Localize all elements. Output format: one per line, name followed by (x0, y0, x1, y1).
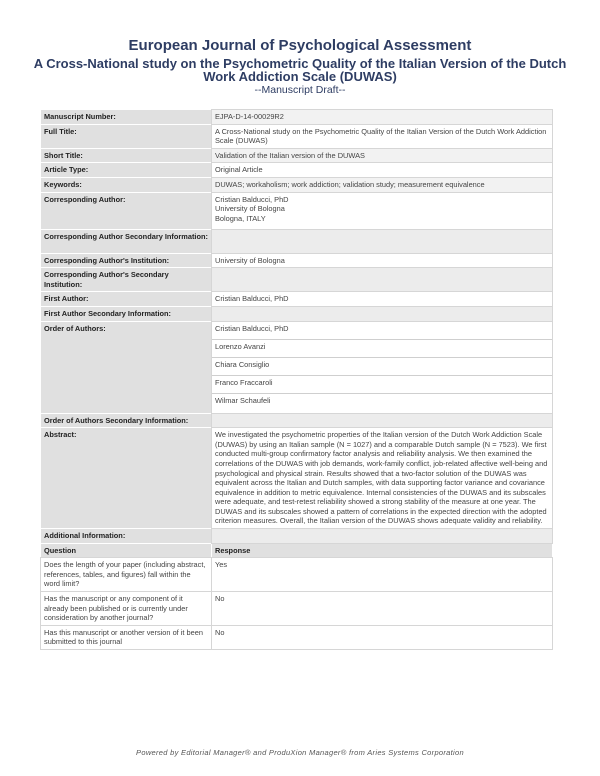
corresponding-author-value (212, 193, 552, 229)
short-title-value: Validation of the Italian version of the DUWAS (212, 149, 552, 163)
manuscript-number-label: Manuscript Number: (41, 110, 211, 124)
corresponding-author-name: Cristian Balducci, PhD (215, 194, 289, 204)
row-corresponding-author (41, 193, 552, 229)
ca-secondary-institution-value (212, 268, 552, 291)
row-order-of-authors (41, 322, 552, 413)
response-text: No (212, 592, 552, 625)
row-ca-secondary-institution (41, 268, 552, 291)
author-item: Franco Fraccaroli (212, 376, 552, 394)
draft-label: --Manuscript Draft-- (254, 84, 346, 96)
row-ca-institution (41, 254, 552, 268)
corresponding-author-affiliation: University of Bologna (215, 204, 285, 214)
row-qa-header (41, 544, 552, 558)
author-item: Chiara Consiglio (212, 358, 552, 376)
article-type-label: Article Type: (41, 163, 211, 177)
corresponding-author-label: Corresponding Author: (41, 193, 211, 229)
additional-label: Additional Information: (41, 529, 211, 543)
full-title-label: Full Title: (41, 125, 211, 148)
qa-row (41, 626, 552, 649)
row-keywords (41, 178, 552, 192)
response-text: No (212, 626, 552, 649)
abstract-label: Abstract: (41, 428, 211, 528)
qa-row (41, 592, 552, 625)
row-order-secondary (41, 414, 552, 428)
order-secondary-value (212, 414, 552, 428)
short-title-label: Short Title: (41, 149, 211, 163)
row-short-title (41, 149, 552, 163)
footer-powered-by: Powered by Editorial Manager® and ProduXion Manager® from Aries Systems Corporation (136, 748, 464, 757)
ca-institution-value: University of Bologna (212, 254, 552, 268)
abstract-value: We investigated the psychometric properties of the Italian version of the Dutch Work Addiction Scale (DUWAS) by using an Italian sample (N = 1027) and a comparable Dutch sample (N = 7523). We first conducted multi-group confirmatory factor analysis and reliability analysis. We then examined the correlations of the DUWAS with job demands, work-family conflict, job-related affective well-being and psychological and physical strain. Results showed that a two-factor solution of the DUWAS was equivalent across the Italian and Dutch samples, with data supporting factor variance and covariance equivalence in addition to metric equivalence. Internal consistencies of the DUWAS and its subscales were adequate, and test-retest reliability showed a strong stability of the measure at one year. The DUWAS and its subscales showed a pattern of correlations in the expected direction with the adopted criterion measures. Overall, the Italian version of the DUWAS shows adequate validity and reliability. (212, 428, 552, 528)
author-item: Wilmar Schaufeli (215, 395, 271, 405)
additional-value (212, 529, 552, 543)
row-article-type (41, 163, 552, 177)
row-first-author-secondary (41, 307, 552, 321)
ca-secondary-institution-label: Corresponding Author's Secondary Institution: (41, 268, 211, 291)
manuscript-info-table (40, 109, 553, 650)
row-first-author (41, 292, 552, 306)
question-text: Has this manuscript or another version of it been submitted to this journal (41, 626, 211, 649)
order-secondary-label: Order of Authors Secondary Information: (41, 414, 211, 428)
full-title-value: A Cross-National study on the Psychometric Quality of the Italian Version of the Dutch Work Addiction Scale (DUWAS) (212, 125, 552, 148)
keywords-label: Keywords: (41, 178, 211, 192)
ca-institution-label: Corresponding Author's Institution: (41, 254, 211, 268)
order-of-authors-label: Order of Authors: (41, 322, 211, 413)
author-item: Lorenzo Avanzi (212, 340, 552, 358)
article-type-value: Original Article (212, 163, 552, 177)
ca-secondary-label: Corresponding Author Secondary Information: (41, 230, 211, 253)
response-header: Response (212, 544, 552, 558)
row-abstract (41, 428, 552, 528)
first-author-secondary-value (212, 307, 552, 321)
qa-row (41, 558, 552, 591)
row-full-title (41, 125, 552, 148)
ca-secondary-value (212, 230, 552, 253)
row-ca-secondary (41, 230, 552, 253)
order-of-authors-value (212, 322, 552, 413)
question-text: Has the manuscript or any component of it already been published or is currently under consideration by another journal? (41, 592, 211, 625)
row-additional (41, 529, 552, 543)
manuscript-number-value: EJPA-D-14-00029R2 (212, 110, 552, 124)
question-text: Does the length of your paper (including abstract, references, tables, and figures) fall within the word limit? (41, 558, 211, 591)
keywords-value: DUWAS; workaholism; work addiction; validation study; measurement equivalence (212, 178, 552, 192)
corresponding-author-location: Bologna, ITALY (215, 213, 266, 223)
first-author-label: First Author: (41, 292, 211, 306)
response-text: Yes (212, 558, 552, 591)
first-author-value: Cristian Balducci, PhD (212, 292, 552, 306)
first-author-secondary-label: First Author Secondary Information: (41, 307, 211, 321)
question-header: Question (41, 544, 211, 558)
author-item: Cristian Balducci, PhD (212, 324, 552, 340)
manuscript-title: A Cross-National study on the Psychometric Quality of the Italian Version of the Dutch Work Addiction Scale (DUWAS) (33, 56, 567, 84)
row-manuscript-number (41, 110, 552, 124)
journal-name: European Journal of Psychological Assessment (128, 37, 472, 54)
